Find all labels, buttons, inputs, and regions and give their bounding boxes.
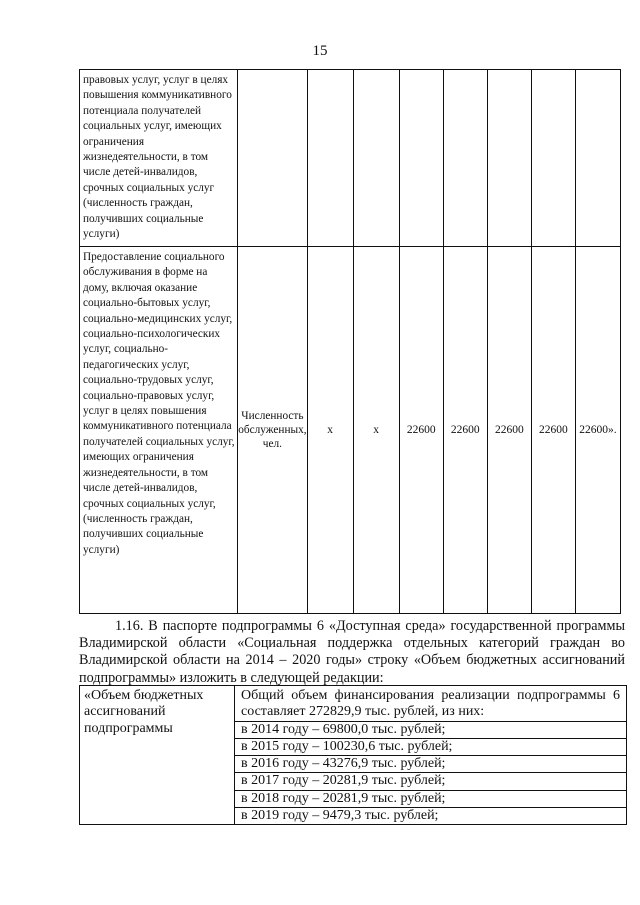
amendment-paragraph: [79, 618, 625, 687]
passport-table: [79, 685, 627, 825]
unit-cell: [238, 70, 307, 247]
funding-year-2019: в 2019 году – 9479,3 тыс. рублей;: [235, 807, 626, 824]
funding-year-2014: в 2014 году – 69800,0 тыс. рублей;: [235, 721, 626, 738]
funding-year-2015: в 2015 году – 100230,6 тыс. рублей;: [235, 738, 626, 755]
value-cell: х: [307, 247, 353, 614]
value-cell: [353, 70, 399, 247]
table-row: [80, 247, 621, 614]
table-row: [80, 686, 627, 825]
service-description: правовых услуг, услуг в целях повышения коммуникативного потенциала получателей социальных услуг, имеющих ограничения жизнедеятельности, в том числе детей-инвалидов, срочных социальных услуг (численность граждан, получивших социальные услуги): [80, 70, 238, 247]
services-table: [79, 69, 621, 614]
passport-label: «Объем бюджетных ассигнований подпрограммы: [80, 686, 235, 825]
value-cell: [487, 70, 531, 247]
value-cell: 22600: [443, 247, 487, 614]
funding-description: Общий объем финансирования реализации подпрограммы 6 составляет 272829,9 тыс. рублей, из них:: [241, 688, 620, 720]
page-number: 15: [312, 43, 328, 59]
value-cell: [399, 70, 443, 247]
value-cell: 22600».: [575, 247, 620, 614]
paragraph-text: 1.16. В паспорте подпрограммы 6 «Доступная среда» государственной программы Владимирской области «Социальная поддержка отдельных категорий граждан во Владимирской области на 2014 – 2020 годы» строку «Объем бюджетных ассигнований подпрограммы» изложить в следующей редакции:: [79, 618, 625, 686]
value-cell: [531, 70, 575, 247]
passport-value: [235, 686, 627, 825]
funding-year-2017: в 2017 году – 20281,9 тыс. рублей;: [235, 772, 626, 789]
value-cell: 22600: [487, 247, 531, 614]
value-cell: [443, 70, 487, 247]
table-row: [80, 70, 621, 247]
value-cell: х: [353, 247, 399, 614]
funding-year-2016: в 2016 году – 43276,9 тыс. рублей;: [235, 755, 626, 772]
service-description: Предоставление социального обслуживания в форме на дому, включая оказание социально-бытовых услуг, социально-медицинских услуг, социально-психологических услуг, социально-педагогических услуг, социально-трудовых услуг, социально-правовых услуг, услуг в целях повышения коммуникативного потенциала получателей социальных услуг, имеющих ограничения жизнедеятельности, в том числе детей-инвалидов, срочных социальных услуг, (численность граждан, получивших социальные услуги): [80, 247, 238, 614]
funding-year-2018: в 2018 году – 20281,9 тыс. рублей;: [235, 790, 626, 807]
value-cell: [575, 70, 620, 247]
value-cell: 22600: [531, 247, 575, 614]
value-cell: 22600: [399, 247, 443, 614]
value-cell: [307, 70, 353, 247]
unit-cell: Численность обслуженных, чел.: [238, 247, 307, 614]
